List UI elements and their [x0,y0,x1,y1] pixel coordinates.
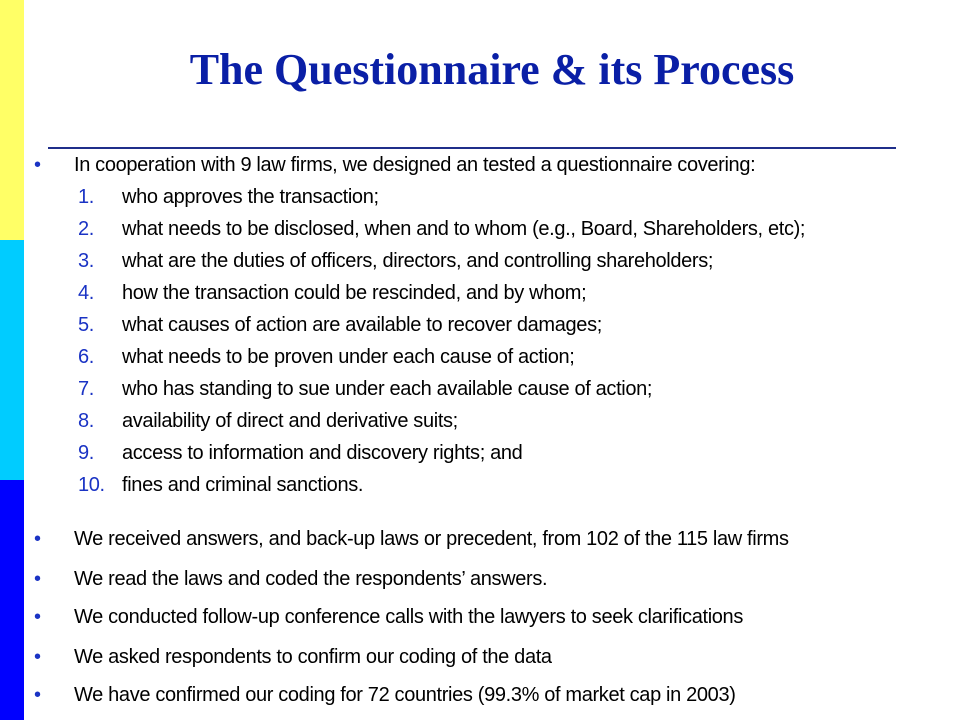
list-text: what needs to be disclosed, when and to whom (e.g., Board, Shareholders, etc); [122,218,806,240]
bullet-icon: • [34,154,41,176]
list-item [78,474,958,497]
bullet-text: We asked respondents to confirm our coding of the data [74,646,552,668]
intro-text: In cooperation with 9 law firms, we designed an tested a questionnaire covering: [74,154,756,176]
bullet-icon: • [34,528,41,550]
list-item [78,186,958,209]
intro-bullet [34,154,954,177]
list-number: 4. [78,282,94,304]
bullet-text: We have confirmed our coding for 72 countries (99.3% of market cap in 2003) [74,684,736,706]
list-text: what are the duties of officers, directors, and controlling shareholders; [122,250,714,272]
list-text: fines and criminal sanctions. [122,474,364,496]
bullet-text: We read the laws and coded the respondents’ answers. [74,568,548,590]
list-item [78,218,958,241]
list-text: who has standing to sue under each available cause of action; [122,378,653,400]
list-number: 9. [78,442,94,464]
list-number: 1. [78,186,94,208]
list-number: 2. [78,218,94,240]
list-item [78,314,958,337]
list-item [78,250,958,273]
list-text: what needs to be proven under each cause of action; [122,346,575,368]
list-number: 7. [78,378,94,400]
bullet-text: We received answers, and back-up laws or precedent, from 102 of the 115 law firms [74,528,789,550]
list-item [78,378,958,401]
bullet-item [34,646,954,669]
list-item [78,442,958,465]
list-number: 3. [78,250,94,272]
list-text: access to information and discovery rights; and [122,442,523,464]
list-number: 5. [78,314,94,336]
slide-title: The Questionnaire & its Process [189,45,795,94]
list-text: who approves the transaction; [122,186,379,208]
list-text: what causes of action are available to recover damages; [122,314,602,336]
list-number: 6. [78,346,94,368]
bullet-item [34,528,954,551]
bullet-item [34,684,954,707]
bullet-icon: • [34,684,41,706]
list-number: 10. [78,474,105,496]
list-text: availability of direct and derivative suits; [122,410,458,432]
bullet-icon: • [34,568,41,590]
bullet-text: We conducted follow-up conference calls with the lawyers to seek clarifications [74,606,743,628]
bullet-icon: • [34,606,41,628]
list-item [78,346,958,369]
list-item [78,410,958,433]
bullet-item [34,606,954,629]
list-number: 8. [78,410,94,432]
list-item [78,282,958,305]
list-text: how the transaction could be rescinded, and by whom; [122,282,587,304]
bullet-item [34,568,954,591]
bullet-icon: • [34,646,41,668]
